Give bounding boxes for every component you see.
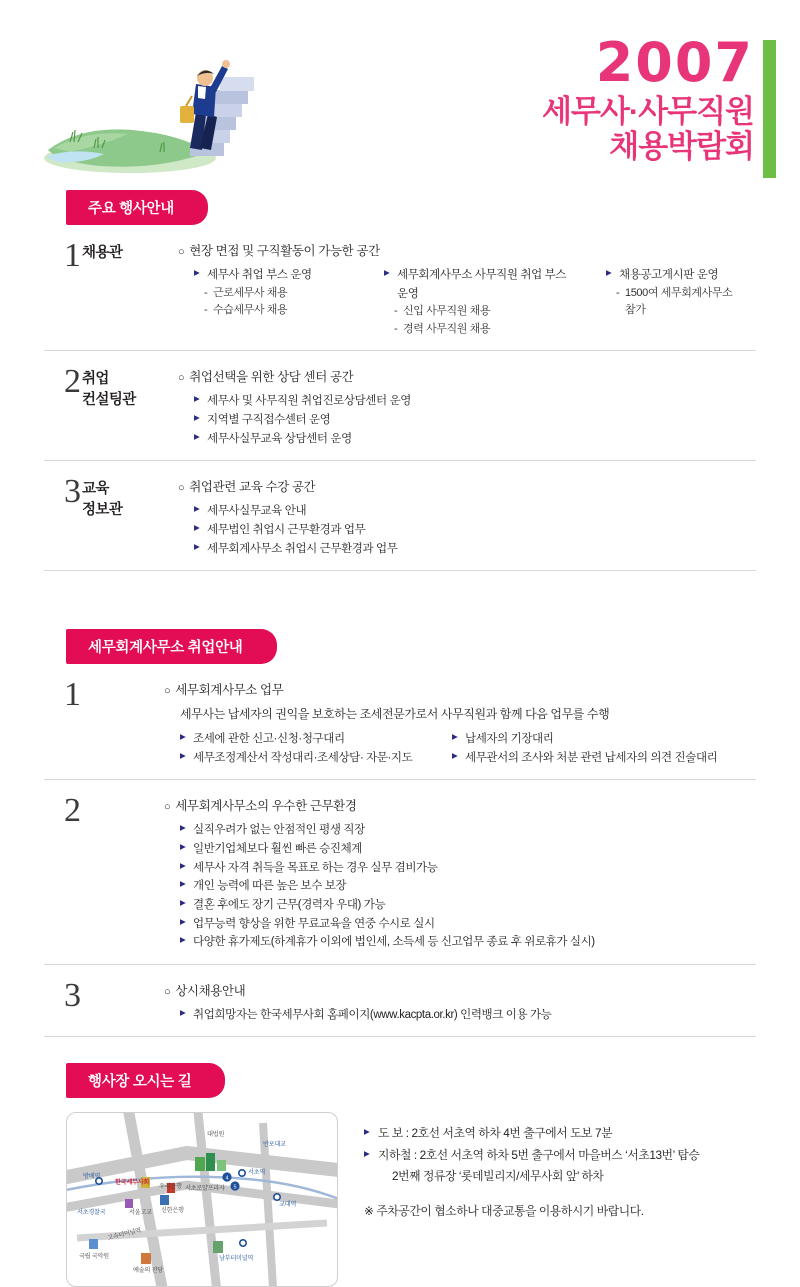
row-lead: ○ 상시채용안내: [164, 983, 246, 998]
map-label: 방배역: [83, 1173, 101, 1181]
list-item: ▶ 세무법인 취업시 근무환경과 업무: [194, 521, 756, 540]
list-item: ▶ 세무사 자격 취득을 목표로 하는 경우 실무 겸비가능: [180, 859, 756, 878]
sub-item: - 경력 사무직원 채용: [394, 321, 576, 339]
list-item: ▶ 채용공고게시판 운영: [606, 266, 742, 285]
list-item: ▶ 일반기업체보다 훨씬 빠른 승진체계: [180, 840, 756, 859]
title-block: [542, 31, 754, 164]
row-label-line2: 정보관: [82, 502, 123, 519]
row-number: 3: [64, 976, 81, 1014]
program-row: [44, 461, 756, 571]
list-item: ▶ 업무능력 향상을 위한 무료교육을 연중 수시로 실시: [180, 915, 756, 934]
row-number: 2: [64, 792, 81, 830]
list-item: ▶ 세무조정계산서 작성대리·조세상담· 자문·지도: [180, 749, 422, 768]
map-label: 교대역: [279, 1201, 297, 1209]
list-item: ▶ 세무회계사무소 취업시 근무환경과 업무: [194, 540, 756, 559]
circle-bullet-icon: ○: [178, 372, 185, 385]
section3-heading: 행사장 오시는 길: [66, 1063, 225, 1098]
info-row: [44, 664, 756, 780]
sub-item: - 1500여 세무회계사무소 참가: [616, 285, 742, 320]
green-accent-bar: [763, 40, 776, 178]
row-label: 채용관: [82, 245, 123, 261]
map-label: 서울고교: [129, 1209, 152, 1217]
sub-item: - 신입 사무직원 채용: [394, 303, 576, 321]
list-item: ▶ 납세자의 기장대리: [452, 730, 717, 749]
row-column: [590, 266, 756, 338]
row-label: [82, 363, 178, 448]
list-item: ▶ 조세에 관한 신고·신청·청구대리: [180, 730, 422, 749]
directions-section: [0, 1098, 800, 1287]
map-label: 예술의 전당: [133, 1267, 163, 1275]
circle-bullet-icon: ○: [164, 801, 171, 814]
row-number: 1: [64, 676, 81, 714]
list-item: ▶ 세무관서의 조사와 처분 관련 납세자의 의견 진술대리: [452, 749, 717, 768]
list-item: ▶ 개인 능력에 따른 높은 보수 보장: [180, 877, 756, 896]
circle-bullet-icon: ○: [178, 482, 185, 495]
row-label-line1: 교육: [82, 481, 109, 498]
direction-item: ▶ 지하철 : 2호선 서초역 하차 5번 출구에서 마을버스 ‘서초13번’ 탑승: [364, 1146, 756, 1165]
row-column: [436, 730, 731, 767]
sub-item: - 수습세무사 채용: [204, 302, 354, 320]
map-label: 우리은행: [159, 1183, 182, 1191]
map-label: 서초역: [248, 1169, 266, 1177]
row-label-line2: 컨설팅관: [82, 392, 136, 409]
section2-heading: 세무회계사무소 취업안내: [66, 629, 277, 664]
map-label-venue: 한국세무사회: [115, 1179, 150, 1187]
list-item: ▶ 취업희망자는 한국세무사회 홈페이지(www.kacpta.or.kr) 인력뱅크 이용 가능: [180, 1006, 756, 1025]
list-item: ▶ 세무회계사무소 사무직원 취업 부스 운영: [384, 266, 576, 303]
row-lead: ○ 취업관련 교육 수강 공간: [178, 480, 316, 495]
circle-bullet-icon: ○: [164, 985, 171, 998]
map-label: 서초경찰국: [77, 1209, 106, 1217]
list-item: ▶ 다양한 휴가제도(하계휴가 이외에 법인세, 소득세 등 신고업무 종료 후 위로휴가 실시): [180, 933, 756, 952]
map-label: 반포대교: [263, 1141, 286, 1149]
event-title-line2: 채용박람회: [609, 129, 754, 164]
section3-ribbon-wrap: [0, 1063, 800, 1098]
row-number: 2: [64, 363, 81, 401]
list-item: ▶ 실직우려가 없는 안점적인 평생 직장: [180, 821, 756, 840]
location-map: [66, 1112, 338, 1287]
section2-ribbon-wrap: [0, 629, 800, 664]
row-number: 1: [64, 237, 81, 274]
row-label: [82, 473, 178, 558]
section1-ribbon-wrap: [0, 190, 800, 225]
row-column: [164, 730, 436, 767]
direction-item-cont: 2번째 정류장 ‘롯데빌리지/세무사회 앞’ 하차: [392, 1168, 604, 1183]
event-year: 2007: [595, 31, 754, 94]
list-item: ▶ 세무사 및 사무직원 취업진로상담센터 운영: [194, 392, 756, 411]
map-label: 남부터미널역: [219, 1255, 254, 1263]
section1-heading: 주요 행사안내: [66, 190, 208, 225]
row-lead: ○ 세무회계사무소의 우수한 근무환경: [164, 799, 357, 814]
map-label: 고속터미널역: [106, 1227, 142, 1243]
map-label: 대법원: [207, 1131, 225, 1139]
section1-body: [0, 225, 800, 571]
list-item: ▶ 세무사실무교육 상담센터 운영: [194, 430, 756, 449]
direction-item: ▶ 도 보 : 2호선 서초역 하차 4번 출구에서 도보 7분: [364, 1124, 756, 1143]
list-item: ▶ 세무사 취업 부스 운영: [194, 266, 354, 285]
row-paragraph: 세무사는 납세자의 권익을 보호하는 조세전문가로서 사무직원과 함께 다음 업무를 수행: [180, 707, 610, 722]
parking-note: ※ 주차공간이 협소하나 대중교통을 이용하시기 바랍니다.: [364, 1203, 644, 1218]
map-label: 신한은행: [161, 1207, 184, 1215]
row-column: [368, 266, 590, 338]
page-header: [0, 0, 800, 190]
svg-text:5: 5: [233, 1184, 237, 1191]
row-column: [178, 266, 368, 338]
sub-item: - 근로세무사 채용: [204, 285, 354, 303]
event-title-line1: 세무사·사무직원: [542, 94, 754, 129]
list-item: ▶ 지역별 구직접수센터 운영: [194, 411, 756, 430]
directions-text: [338, 1112, 756, 1287]
section2-body: [0, 664, 800, 1037]
row-lead: ○ 현장 면접 및 구직활동이 가능한 공간: [178, 244, 380, 258]
row-label-line1: 취업: [82, 371, 109, 388]
row-number: 3: [64, 473, 81, 511]
map-label: 서초로얄프라자: [185, 1185, 225, 1193]
row-lead: ○ 취업선택을 위한 상담 센터 공간: [178, 370, 354, 385]
info-row: [44, 780, 756, 964]
program-row: [44, 225, 756, 351]
info-row: [44, 965, 756, 1038]
circle-bullet-icon: ○: [164, 685, 171, 698]
circle-bullet-icon: ○: [178, 246, 185, 258]
map-label: 국립 국악원: [79, 1253, 109, 1261]
list-item: ▶ 세무사실무교육 안내: [194, 502, 756, 521]
hero-illustration: [40, 30, 310, 180]
program-row: [44, 351, 756, 461]
svg-text:4: 4: [225, 1175, 229, 1182]
list-item: ▶ 결혼 후에도 장기 근무(경력자 우대) 가능: [180, 896, 756, 915]
row-lead: ○ 세무회계사무소 업무: [164, 683, 284, 698]
